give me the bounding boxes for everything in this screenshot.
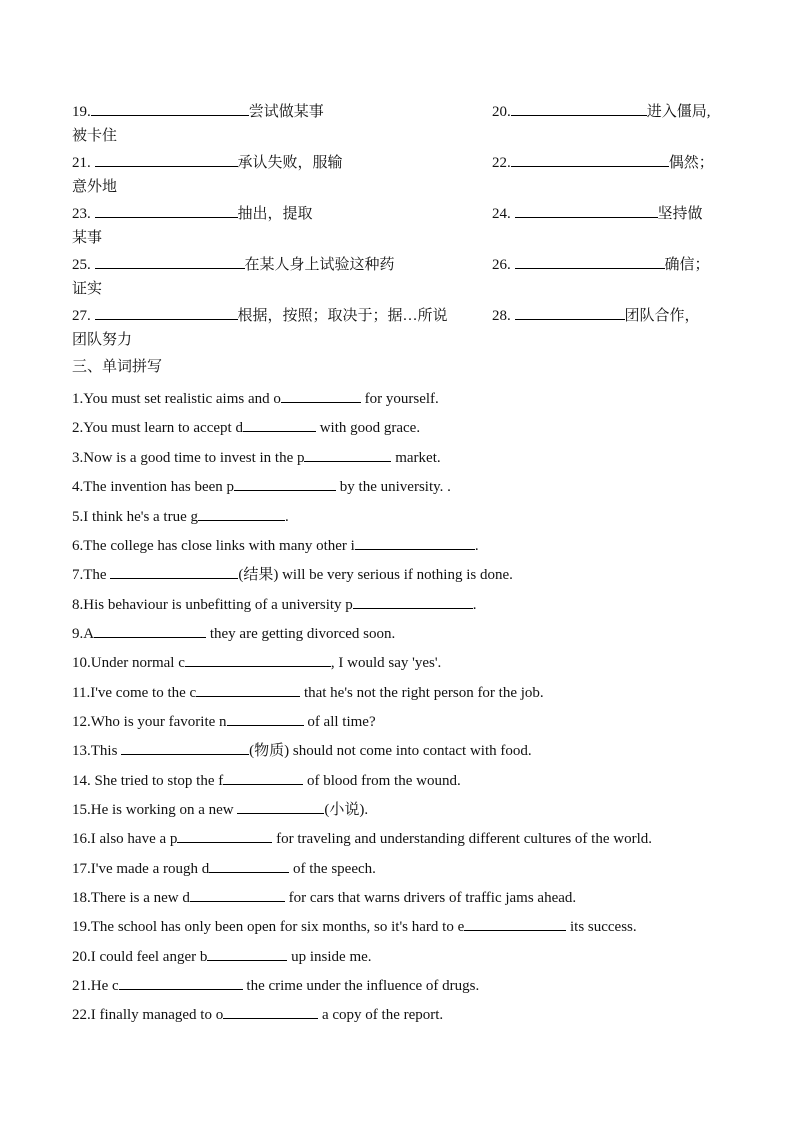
item-number: 27. <box>72 308 95 324</box>
spelling-item <box>72 857 376 879</box>
answer-blank[interactable] <box>95 304 238 320</box>
phrase-item-20 <box>492 100 711 122</box>
answer-blank[interactable] <box>353 593 473 609</box>
sentence-start: 14. She tried to stop the f <box>72 773 224 789</box>
answer-blank[interactable] <box>185 651 331 667</box>
phrase-item-26 <box>492 253 710 275</box>
sentence-start: 16.I also have a p <box>72 831 178 847</box>
answer-blank[interactable] <box>515 202 658 218</box>
spelling-item <box>72 886 576 908</box>
answer-blank[interactable] <box>110 563 238 579</box>
item-number: 28. <box>492 308 515 324</box>
spelling-item <box>72 475 451 497</box>
answer-blank[interactable] <box>237 798 324 814</box>
sentence-start: 5.I think he's a true g <box>72 509 199 525</box>
phrase-meaning: 根据，按照；取决于；据…所说 <box>237 308 448 324</box>
answer-blank[interactable] <box>207 945 287 961</box>
sentence-start: 10.Under normal c <box>72 655 185 671</box>
item-number: 22. <box>492 155 511 171</box>
answer-blank[interactable] <box>355 534 475 550</box>
phrase-meaning: 在某人身上试验这种药 <box>244 257 395 273</box>
sentence-start: 3.Now is a good time to invest in the p <box>72 450 305 466</box>
phrase-item-28 <box>492 304 700 326</box>
answer-blank[interactable] <box>511 151 669 167</box>
sentence-start: 21.He c <box>72 978 119 994</box>
answer-blank[interactable] <box>223 1003 318 1019</box>
phrase-item-24 <box>492 202 703 224</box>
spelling-item <box>72 739 532 761</box>
sentence-end: by the university. . <box>336 479 451 495</box>
item-number: 24. <box>492 206 515 222</box>
sentence-start: 18.There is a new d <box>72 890 190 906</box>
sentence-start: 7.The <box>72 567 111 583</box>
answer-blank[interactable] <box>304 446 391 462</box>
sentence-end: for traveling and understanding different cultures of the world. <box>272 831 652 847</box>
item-number: 21. <box>72 155 95 171</box>
sentence-end: that he's not the right person for the job. <box>300 685 544 701</box>
sentence-end: of the speech. <box>289 861 376 877</box>
spelling-item <box>72 710 376 732</box>
answer-blank[interactable] <box>196 681 300 697</box>
spelling-item <box>72 974 479 996</box>
sentence-end: . <box>474 538 479 554</box>
spelling-item <box>72 798 368 820</box>
sentence-end: market. <box>391 450 441 466</box>
answer-blank[interactable] <box>190 886 285 902</box>
phrase-meaning: 团队合作， <box>624 308 700 324</box>
answer-blank[interactable] <box>95 253 245 269</box>
sentence-end: with good grace. <box>315 420 421 436</box>
item-number: 25. <box>72 257 95 273</box>
sentence-start: 4.The invention has been p <box>72 479 235 495</box>
answer-blank[interactable] <box>243 416 316 432</box>
sentence-end: for yourself. <box>360 391 439 407</box>
sentence-start: 11.I've come to the c <box>72 685 197 701</box>
spelling-item <box>72 416 420 438</box>
sentence-end: they are getting divorced soon. <box>206 626 396 642</box>
answer-blank[interactable] <box>515 304 625 320</box>
answer-blank[interactable] <box>119 974 243 990</box>
sentence-start: 19.The school has only been open for six months, so it's hard to e <box>72 919 465 935</box>
phrase-item-23 <box>72 202 313 224</box>
phrase-wrap-28: 团队努力 <box>72 332 133 348</box>
spelling-item <box>72 651 441 673</box>
answer-blank[interactable] <box>281 387 361 403</box>
phrase-meaning: 坚持做 <box>657 206 703 222</box>
spelling-item <box>72 681 544 703</box>
phrase-meaning: 抽出，提取 <box>237 206 313 222</box>
answer-blank[interactable] <box>511 100 647 116</box>
sentence-start: 17.I've made a rough d <box>72 861 210 877</box>
phrase-wrap-20: 被卡住 <box>72 128 118 144</box>
sentence-start: 1.You must set realistic aims and o <box>72 391 281 407</box>
phrase-wrap-24: 某事 <box>72 230 103 246</box>
sentence-end: (结果) will be very serious if nothing is done. <box>238 567 513 583</box>
spelling-item <box>72 915 637 937</box>
answer-blank[interactable] <box>177 827 272 843</box>
sentence-end: . <box>472 597 477 613</box>
spelling-item <box>72 505 289 527</box>
sentence-end: of all time? <box>303 714 376 730</box>
spelling-item <box>72 945 372 967</box>
sentence-start: 13.This <box>72 743 122 759</box>
sentence-end: for cars that warns drivers of traffic jams ahead. <box>284 890 577 906</box>
phrase-item-27 <box>72 304 448 326</box>
sentence-end: (小说). <box>324 802 369 818</box>
phrase-item-19 <box>72 100 324 122</box>
answer-blank[interactable] <box>121 739 249 755</box>
phrase-wrap-22: 意外地 <box>72 179 118 195</box>
phrase-wrap-26: 证实 <box>72 281 103 297</box>
sentence-end: , I would say 'yes'. <box>330 655 442 671</box>
spelling-item <box>72 387 439 409</box>
phrase-meaning: 尝试做某事 <box>248 104 324 120</box>
sentence-end: (物质) should not come into contact with food. <box>249 743 532 759</box>
answer-blank[interactable] <box>227 710 304 726</box>
phrase-item-21 <box>72 151 343 173</box>
spelling-item <box>72 1003 443 1025</box>
sentence-start: 9.A <box>72 626 95 642</box>
item-number: 20. <box>492 104 511 120</box>
sentence-start: 8.His behaviour is unbefitting of a university p <box>72 597 353 613</box>
answer-blank[interactable] <box>234 475 336 491</box>
item-number: 23. <box>72 206 95 222</box>
phrase-meaning: 进入僵局, <box>646 104 711 120</box>
sentence-start: 15.He is working on a new <box>72 802 238 818</box>
sentence-end: its success. <box>566 919 637 935</box>
spelling-item <box>72 769 461 791</box>
section-title: 三、单词拼写 <box>72 359 163 375</box>
answer-blank[interactable] <box>95 151 238 167</box>
sentence-start: 20.I could feel anger b <box>72 949 208 965</box>
phrase-item-25 <box>72 253 395 275</box>
answer-blank[interactable] <box>94 622 206 638</box>
sentence-end: the crime under the influence of drugs. <box>242 978 480 994</box>
phrase-meaning: 偶然； <box>668 155 714 171</box>
spelling-item <box>72 827 652 849</box>
sentence-start: 2.You must learn to accept d <box>72 420 243 436</box>
item-number: 26. <box>492 257 515 273</box>
spelling-item <box>72 534 479 556</box>
sentence-start: 6.The college has close links with many other i <box>72 538 355 554</box>
phrase-meaning: 承认失败，服输 <box>237 155 343 171</box>
sentence-end: of blood from the wound. <box>303 773 461 789</box>
sentence-end: a copy of the report. <box>318 1007 444 1023</box>
phrase-item-22 <box>492 151 714 173</box>
answer-blank[interactable] <box>209 857 289 873</box>
answer-blank[interactable] <box>515 253 665 269</box>
answer-blank[interactable] <box>223 769 303 785</box>
spelling-item <box>72 593 477 615</box>
spelling-item <box>72 563 513 585</box>
answer-blank[interactable] <box>198 505 285 521</box>
answer-blank[interactable] <box>464 915 566 931</box>
sentence-end: up inside me. <box>287 949 372 965</box>
sentence-start: 22.I finally managed to o <box>72 1007 224 1023</box>
spelling-item <box>72 446 441 468</box>
answer-blank[interactable] <box>95 202 238 218</box>
sentence-start: 12.Who is your favorite n <box>72 714 227 730</box>
phrase-meaning: 确信； <box>664 257 710 273</box>
answer-blank[interactable] <box>91 100 249 116</box>
item-number: 19. <box>72 104 91 120</box>
spelling-item <box>72 622 395 644</box>
sentence-end: . <box>285 509 289 525</box>
